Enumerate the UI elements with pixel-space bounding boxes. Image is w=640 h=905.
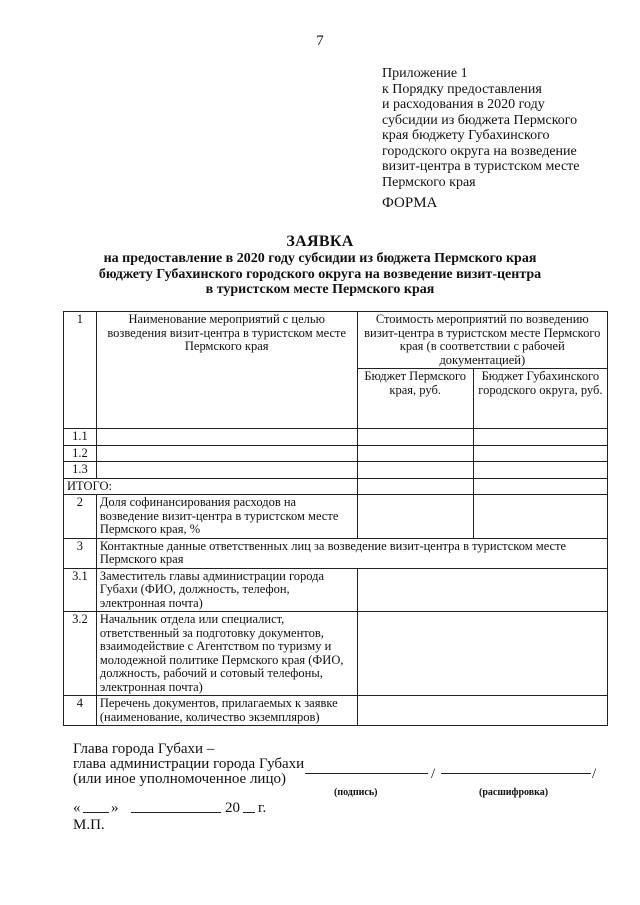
appendix-line: субсидии из бюджета Пермского <box>382 112 578 128</box>
row-gub-cell[interactable] <box>473 429 607 446</box>
subtitle-line: в туристском месте Пермского края <box>205 282 435 297</box>
signature-line-1: Глава города Губахи – <box>73 741 215 757</box>
row-num-cell: 1.2 <box>64 445 97 462</box>
appendix-line: визит-центра в туристском месте <box>382 159 580 174</box>
table-row <box>64 462 608 479</box>
signature-slash: / <box>431 766 436 782</box>
row-value-cell[interactable] <box>357 568 607 612</box>
table-row <box>64 696 608 726</box>
row-num-cell: 3.1 <box>64 568 97 612</box>
row-name-cell[interactable] <box>96 445 357 462</box>
appendix-line: края бюджету Губахинского <box>382 128 550 143</box>
date-year-underline[interactable] <box>243 812 255 813</box>
row-text-cell: Доля софинансирования расходов на возведение визит-центра в туристском месте Пермского края, % <box>96 495 357 539</box>
row-value-cell[interactable] <box>357 696 607 726</box>
signature-block <box>73 742 304 787</box>
date-month-underline[interactable] <box>131 812 221 813</box>
header-name-cell: Наименование мероприятий с целью возведения визит-центра в туристском месте Пермского края <box>96 312 357 429</box>
row-value-cell[interactable] <box>473 495 607 539</box>
row-perm-cell[interactable] <box>357 462 473 479</box>
form-label: ФОРМА <box>382 195 438 211</box>
appendix-line: и расходования в 2020 году <box>382 97 545 112</box>
appendix-line: Приложение 1 <box>382 66 468 81</box>
total-perm-cell[interactable] <box>357 478 473 495</box>
label-decode: (расшифровка) <box>479 787 549 798</box>
table-header-row <box>64 312 608 369</box>
document-title: ЗАЯВКА <box>286 233 354 250</box>
row-num-cell: 3 <box>64 538 97 568</box>
row-text-cell: Заместитель главы администрации города Губахи (ФИО, должность, телефон, электронная почта) <box>96 568 357 612</box>
row-num-cell: 1.1 <box>64 429 97 446</box>
row-value-cell[interactable] <box>357 612 607 696</box>
table-row <box>64 429 608 446</box>
signature-slash-end: / <box>592 766 597 782</box>
row-num-cell: 4 <box>64 696 97 726</box>
appendix-line: городского округа на возведение <box>382 143 577 159</box>
table-row <box>64 538 608 568</box>
row-num-cell: 1.3 <box>64 462 97 479</box>
row-value-cell[interactable] <box>357 495 473 539</box>
label-signature: (подпись) <box>334 787 378 798</box>
date-day-underline[interactable] <box>83 812 109 813</box>
stamp-place: М.П. <box>73 817 105 833</box>
decode-underline[interactable] <box>441 773 591 774</box>
header-budget-perm-cell: Бюджет Пермского края, руб. <box>357 369 473 429</box>
row-text-cell: Начальник отдела или специалист, ответственный за подготовку документов, взаимодействие с Агентством по туризму и молодежной политике Пермского края (ФИО, должность, рабочий и сотовый телефоны, электронная почта) <box>96 612 357 696</box>
row-perm-cell[interactable] <box>357 445 473 462</box>
appendix-block <box>382 66 580 190</box>
table-row <box>64 445 608 462</box>
header-budget-gub-cell: Бюджет Губахинского городского округа, руб. <box>473 369 607 429</box>
application-table <box>63 311 608 726</box>
date-open-quote: « <box>73 800 81 816</box>
row-name-cell[interactable] <box>96 429 357 446</box>
subtitle-line: на предоставление в 2020 году субсидии из бюджета Пермского края <box>103 251 537 266</box>
header-num-cell: 1 <box>64 312 97 429</box>
signature-underline[interactable] <box>305 773 428 774</box>
row-text-cell: Перечень документов, прилагаемых к заявке (наименование, количество экземпляров) <box>96 696 357 726</box>
total-gub-cell[interactable] <box>473 478 607 495</box>
date-year-prefix: 20 <box>225 800 240 816</box>
page-number: 7 <box>316 33 324 49</box>
row-num-cell: 3.2 <box>64 612 97 696</box>
table-row <box>64 568 608 612</box>
row-name-cell[interactable] <box>96 462 357 479</box>
row-num-cell: 2 <box>64 495 97 539</box>
row-perm-cell[interactable] <box>357 429 473 446</box>
row-gub-cell[interactable] <box>473 462 607 479</box>
header-cost-cell: Стоимость мероприятий по возведению визит-центра в туристском месте Пермского края (в соответствии с рабочей документацией) <box>357 312 607 369</box>
row-text-cell: Контактные данные ответственных лиц за возведение визит-центра в туристском месте Пермского края <box>96 538 607 568</box>
appendix-line: Пермского края <box>382 174 476 190</box>
table-row <box>64 612 608 696</box>
table-row <box>64 495 608 539</box>
date-close-quote: » <box>111 800 119 816</box>
signature-line-3: (или иное уполномоченное лицо) <box>73 771 286 787</box>
subtitle-line: бюджету Губахинского городского округа на возведение визит-центра <box>98 266 542 282</box>
row-gub-cell[interactable] <box>473 445 607 462</box>
table-total-row <box>64 478 608 495</box>
signature-line-2: глава администрации города Губахи <box>73 756 305 772</box>
itogo-cell: ИТОГО: <box>64 478 358 495</box>
date-year-suffix: г. <box>258 800 267 816</box>
document-subtitle <box>0 251 640 298</box>
appendix-line: к Порядку предоставления <box>382 81 542 97</box>
